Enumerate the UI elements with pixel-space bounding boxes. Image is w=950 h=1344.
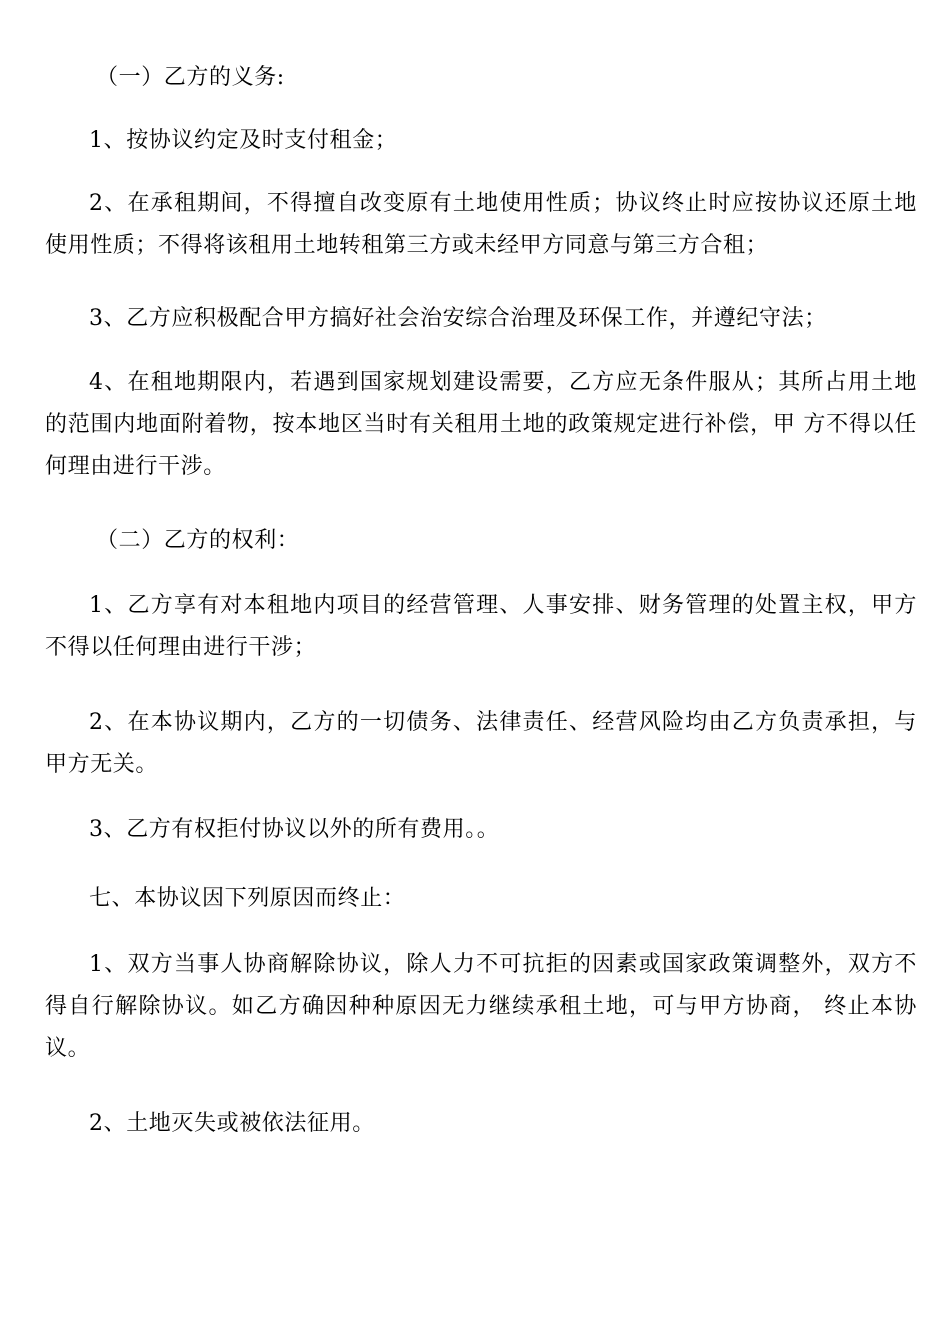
- obligation-item-4: 4、在租地期限内，若遇到国家规划建设需要，乙方应无条件服从；其所占用土地的范围内地面附着物，按本地区当时有关租用土地的政策规定进行补偿，甲 方不得以任何理由进行干涉。: [45, 370, 917, 479]
- obligation-item-1: 1、按协议约定及时支付租金；: [89, 128, 398, 153]
- obligation-item-3: 3、乙方应积极配合甲方搞好社会治安综合治理及环保工作，并遵纪守法；: [89, 306, 827, 331]
- section-heading-obligations: （一）乙方的义务:: [96, 65, 285, 90]
- obligation-item-2: 2、在承租期间，不得擅自改变原有土地使用性质；协议终止时应按协议还原土地使用性质；不得将该租用土地转租第三方或未经甲方同意与第三方合租；: [45, 191, 917, 258]
- rights-item-2: 2、在本协议期内，乙方的一切债务、法律责任、经营风险均由乙方负责承担，与甲方无关。: [45, 710, 917, 777]
- rights-item-1: 1、乙方享有对本租地内项目的经营管理、人事安排、财务管理的处置主权，甲方不得以任何理由进行干涉；: [45, 593, 917, 660]
- termination-item-2: 2、土地灭失或被依法征用。: [89, 1111, 375, 1136]
- rights-item-3: 3、乙方有权拒付协议以外的所有费用。。: [89, 817, 500, 842]
- section-heading-rights: （二）乙方的权利：: [96, 528, 300, 553]
- termination-item-1: 1、双方当事人协商解除协议，除人力不可抗拒的因素或国家政策调整外，双方不得自行解除协议。如乙方确因种种原因无力继续承租土地，可与甲方协商， 终止本协议。: [45, 952, 917, 1061]
- section-heading-termination: 七、本协议因下列原因而终止：: [89, 886, 406, 911]
